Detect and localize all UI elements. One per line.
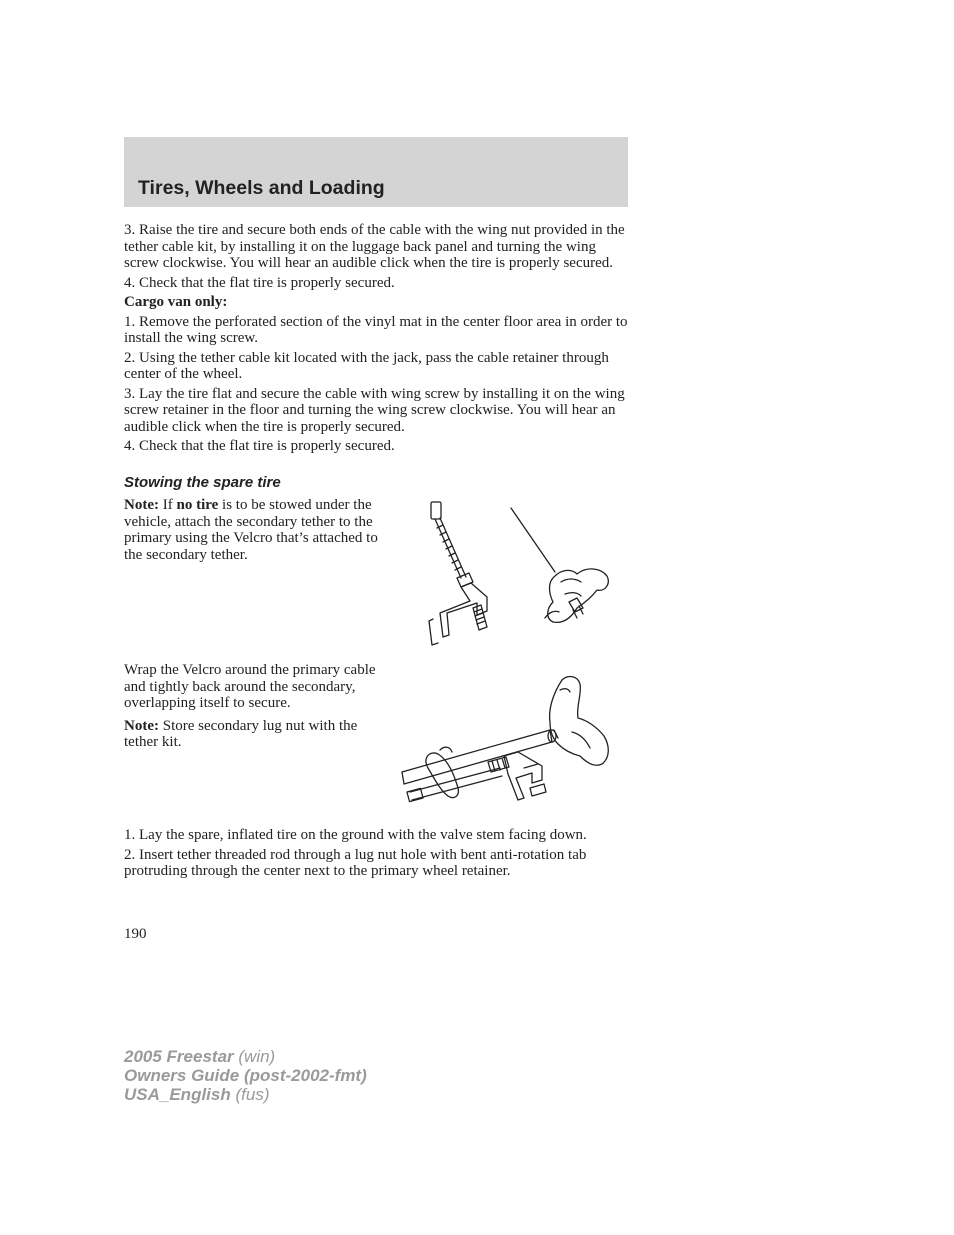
threaded-stud <box>473 605 487 630</box>
note-label: Note: <box>124 497 159 513</box>
step-paragraph: 4. Check that the flat tire is properly secured. <box>124 438 395 454</box>
step-paragraph: 4. Check that the flat tire is properly secured. <box>124 274 395 291</box>
wing-nut <box>548 569 609 622</box>
step-paragraph: 2. Using the tether cable kit located with the jack, pass the cable retainer through center of the wheel. <box>124 349 609 382</box>
primary-cable <box>402 730 552 784</box>
wing-screw <box>550 677 609 766</box>
section-title: Tires, Wheels and Loading <box>138 177 385 199</box>
retainer-bracket <box>504 752 542 800</box>
velcro-wrap-figure <box>400 672 615 812</box>
note-no-tire: Note: If no tire is to be stowed under the vehicle, attach the secondary tether to the primary using the Velcro that’s attached to the secondary tether. <box>124 497 378 563</box>
page-number: 190 <box>124 926 147 942</box>
tether-rod-and-wing-screw-figure <box>415 498 615 656</box>
cargo-heading: Cargo van only: <box>124 294 228 310</box>
rod-cap <box>431 502 441 519</box>
stowing-heading: Stowing the spare tire <box>124 474 281 491</box>
step-paragraph: 1. Lay the spare, inflated tire on the ground with the valve stem facing down. <box>124 827 587 843</box>
footer-line-2: Owners Guide (post-2002-fmt) <box>124 1066 367 1085</box>
step-paragraph: 1. Remove the perforated section of the vinyl mat in the center floor area in order to install the wing screw. <box>124 313 628 346</box>
footer-line-3: USA_English (fus) <box>124 1085 270 1104</box>
velcro-strap <box>426 753 458 798</box>
step-paragraph: 2. Insert tether threaded rod through a lug nut hole with bent anti-rotation tab protruding through the center next to the primary wheel retainer. <box>124 846 587 879</box>
wrap-velcro-text: Wrap the Velcro around the primary cable and tightly back around the secondary, overlapping itself to secure. Note: Store secondary lug nut with the tether kit. <box>124 662 376 750</box>
note-label: Note: <box>124 717 159 734</box>
instructions-block-1 <box>124 222 630 458</box>
footer-doc-info <box>124 1047 367 1104</box>
footer-line-1: 2005 Freestar (win) <box>124 1047 276 1066</box>
rod-end-cap <box>407 788 423 801</box>
instructions-block-2 <box>124 827 630 883</box>
step-paragraph: 3. Lay the tire flat and secure the cable with wing screw by installing it on the wing screw retainer in the floor and turning the wing screw clockwise. You will hear an audible click when the tire is properly secured. <box>124 385 625 435</box>
retainer-pin <box>511 508 555 572</box>
step-paragraph: 3. Raise the tire and secure both ends of the cable with the wing nut provided in the tether cable kit, by installing it on the luggage back panel and turning the wing screw clockwise. You will hear an audible click when the tire is properly secured. <box>124 222 625 271</box>
secondary-tether <box>410 768 502 800</box>
